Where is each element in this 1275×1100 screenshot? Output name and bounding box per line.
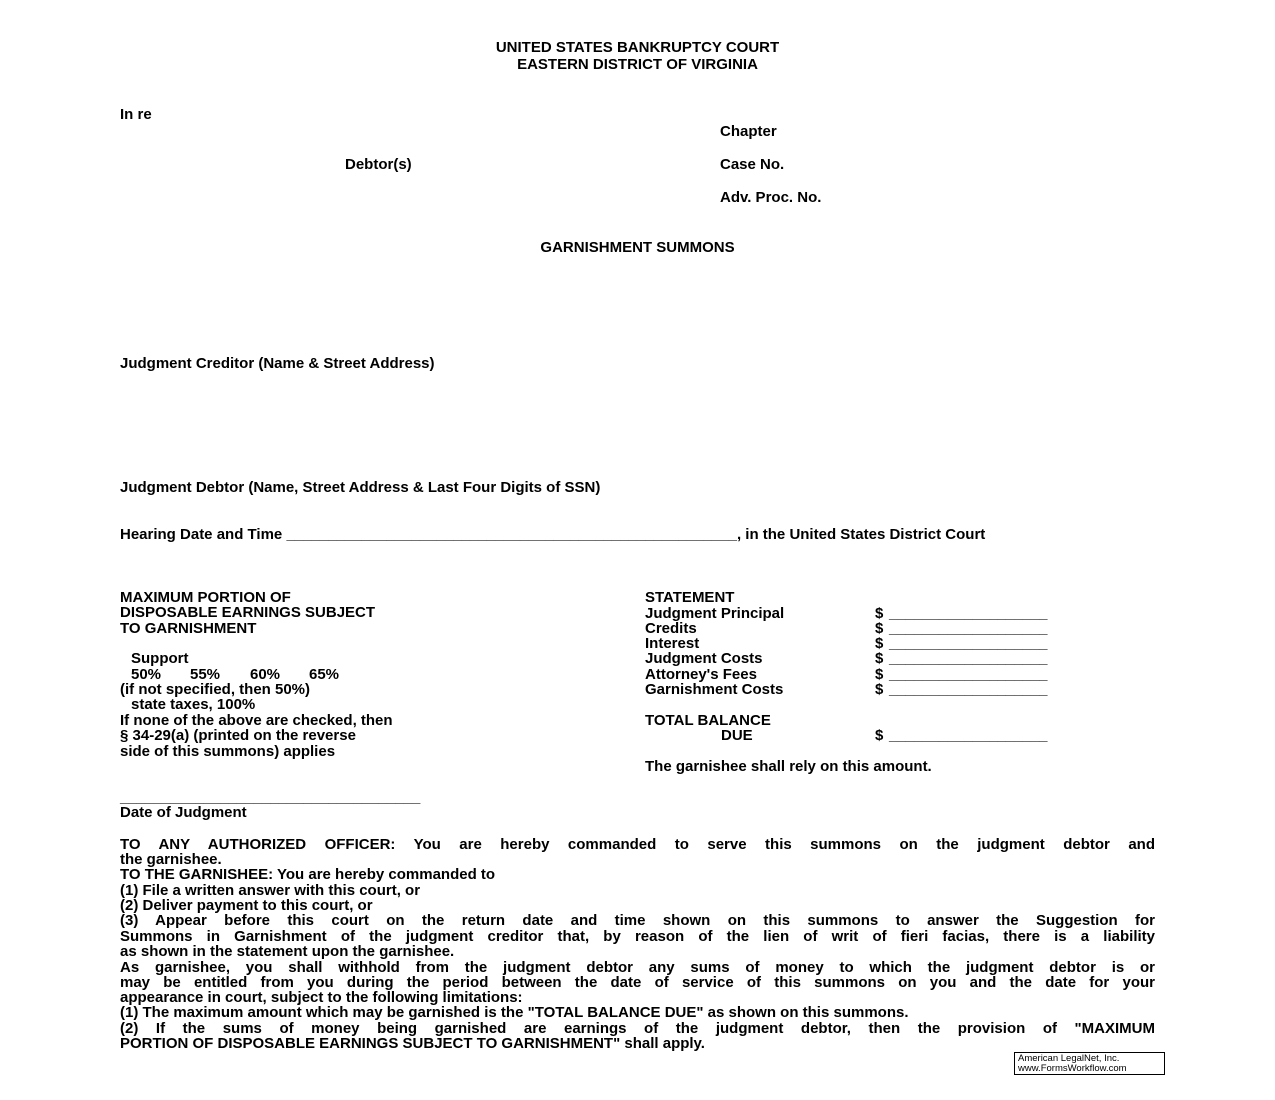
- hearing-label: Hearing Date and Time: [120, 526, 283, 543]
- case-no-label: Case No.: [720, 156, 785, 173]
- none-checked-line: If none of the above are checked, then: [120, 712, 393, 729]
- limitation-earnings-line: (2) If the sums of money being garnished are earnings of the judgment debtor, then the provision of "MAXIMUM: [120, 1020, 1155, 1037]
- none-checked-line: § 34-29(a) (printed on the reverse: [120, 727, 356, 745]
- option-appear-line: as shown in the statement upon the garnishee.: [120, 943, 455, 960]
- dollar-sign: $: [875, 727, 884, 744]
- publisher-url: www.FormsWorkflow.com: [1018, 1063, 1127, 1074]
- dollar-sign: $: [875, 605, 884, 622]
- document-title: GARNISHMENT SUMMONS: [540, 239, 735, 256]
- limitation-earnings-line: PORTION OF DISPOSABLE EARNINGS SUBJECT TO GARNISHMENT" shall apply.: [120, 1035, 705, 1052]
- percent-option-50[interactable]: 50%: [131, 666, 162, 683]
- none-checked-note: [120, 713, 393, 759]
- statement-item-label: Judgment Principal: [645, 605, 785, 622]
- rely-note: The garnishee shall rely on this amount.: [645, 758, 932, 775]
- total-due-label: DUE: [721, 727, 753, 744]
- option-appear-line: (3) Appear before this court on the return date and time shown on this summons to answer the Suggestion for: [120, 912, 1155, 929]
- withhold-paragraph-line: may be entitled from you during the period between the date of service of this summons on you and the date for your: [120, 974, 1155, 991]
- dollar-sign: $: [875, 650, 884, 667]
- statement-item-label: Credits: [645, 620, 697, 637]
- in-re-label: In re: [120, 106, 152, 123]
- statement-row: [645, 651, 1085, 667]
- limitation-maximum-amount: (1) The maximum amount which may be garnished is the "TOTAL BALANCE DUE" as shown on this summons.: [120, 1004, 909, 1021]
- hearing-suffix: , in the United States District Court: [736, 526, 986, 543]
- publisher-stamp: [1014, 1052, 1165, 1075]
- amount-blank[interactable]: ___________________: [889, 666, 1048, 683]
- amount-blank[interactable]: ___________________: [889, 620, 1048, 637]
- publisher-name: American LegalNet, Inc.: [1018, 1053, 1120, 1064]
- debtors-label: Debtor(s): [345, 156, 412, 173]
- statement-row: [645, 682, 1085, 698]
- percent-option-60[interactable]: 60%: [250, 666, 281, 683]
- court-district: EASTERN DISTRICT OF VIRGINIA: [517, 56, 758, 73]
- dollar-sign: $: [875, 666, 884, 683]
- hearing-blank[interactable]: ______________________________________________________: [286, 526, 737, 543]
- judgment-creditor-label: Judgment Creditor (Name & Street Address): [120, 355, 435, 372]
- officer-command-cont: the garnishee.: [120, 851, 222, 868]
- adv-proc-no-label: Adv. Proc. No.: [720, 189, 822, 206]
- percent-option-55[interactable]: 55%: [190, 666, 221, 683]
- date-of-judgment-blank[interactable]: ____________________________________: [120, 789, 421, 806]
- max-portion-heading: [120, 590, 375, 636]
- percent-option-65[interactable]: 65%: [309, 666, 340, 683]
- max-portion-heading-line: MAXIMUM PORTION OF: [120, 589, 291, 606]
- withhold-paragraph-line: appearance in court, subject to the following limitations:: [120, 989, 523, 1006]
- garnishee-command: TO THE GARNISHEE: You are hereby commanded to: [120, 866, 496, 883]
- none-checked-line: side of this summons) applies: [120, 742, 336, 760]
- not-specified-note: (if not specified, then 50%): [120, 681, 311, 698]
- withhold-paragraph-line: As garnishee, you shall withhold from the judgment debtor any sums of money to which the judgment debtor is or: [120, 959, 1155, 976]
- state-taxes-checkbox-label[interactable]: state taxes, 100%: [131, 696, 256, 713]
- total-amount-blank[interactable]: ___________________: [889, 727, 1048, 744]
- amount-blank[interactable]: ___________________: [889, 650, 1048, 667]
- officer-command-line: TO ANY AUTHORIZED OFFICER: You are hereby commanded to serve this summons on the judgment debtor and: [120, 836, 1155, 853]
- chapter-label: Chapter: [720, 123, 777, 140]
- amount-blank[interactable]: ___________________: [889, 635, 1048, 652]
- option-deliver-payment: (2) Deliver payment to this court, or: [120, 897, 373, 914]
- hearing-line: [120, 527, 985, 543]
- amount-blank[interactable]: ___________________: [889, 605, 1048, 622]
- option-file-answer: (1) File a written answer with this court, or: [120, 882, 421, 899]
- max-portion-heading-line: DISPOSABLE EARNINGS SUBJECT: [120, 604, 376, 622]
- statement-item-label: Interest: [645, 635, 700, 652]
- statement-heading: STATEMENT: [645, 589, 735, 606]
- statement-item-label: Attorney's Fees: [645, 666, 757, 683]
- total-balance-row: [645, 728, 1085, 744]
- dollar-sign: $: [875, 681, 884, 698]
- court-name: UNITED STATES BANKRUPTCY COURT: [495, 39, 780, 56]
- dollar-sign: $: [875, 635, 884, 652]
- date-of-judgment-label: Date of Judgment: [120, 804, 247, 821]
- dollar-sign: $: [875, 620, 884, 637]
- amount-blank[interactable]: ___________________: [889, 681, 1048, 698]
- max-portion-heading-line: TO GARNISHMENT: [120, 619, 257, 637]
- total-balance-label: TOTAL BALANCE: [645, 712, 771, 729]
- statement-item-label: Judgment Costs: [645, 650, 763, 667]
- option-appear-line: Summons in Garnishment of the judgment creditor that, by reason of the lien of writ of fieri facias, there is a liability: [120, 928, 1155, 945]
- statement-item-label: Garnishment Costs: [645, 681, 784, 698]
- judgment-debtor-label: Judgment Debtor (Name, Street Address & Last Four Digits of SSN): [120, 479, 601, 496]
- support-checkbox-label[interactable]: Support: [131, 650, 189, 667]
